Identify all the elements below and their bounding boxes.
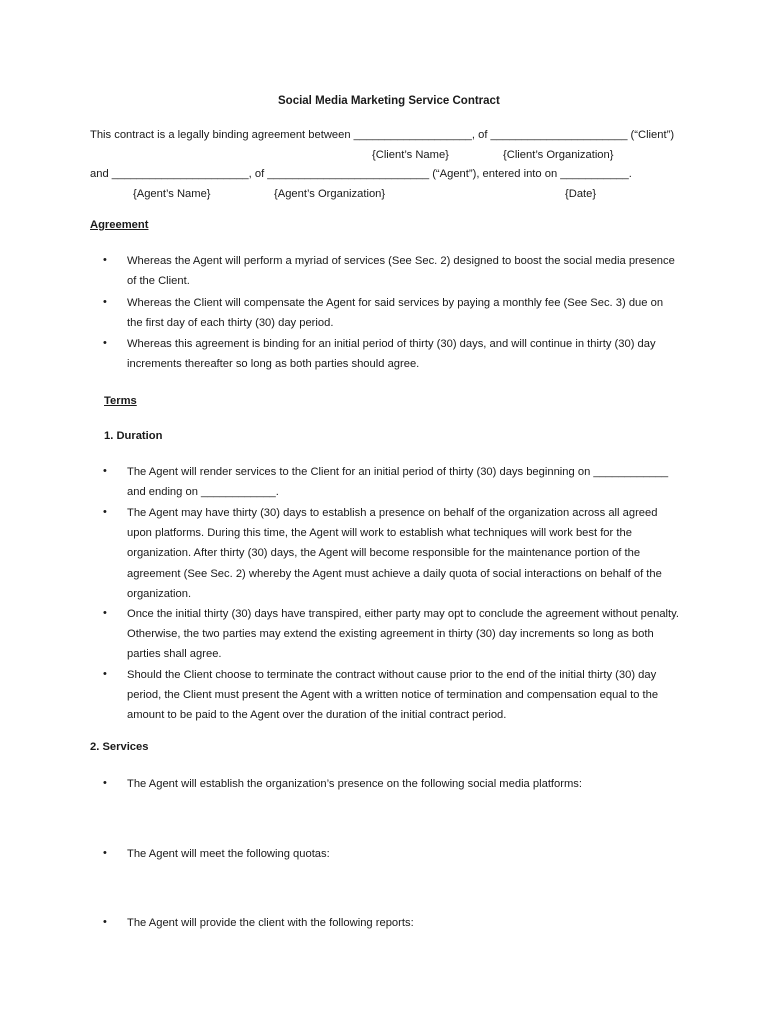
duration-item: Should the Client choose to terminate the contract without cause prior to the end of the initial thirty (30) day period, the Client must present the Agent with a written notice of termination and compensation equal to the amount to be paid to the Agent over the duration of the initial contract period.	[127, 669, 659, 722]
bullet-icon: •	[103, 916, 107, 928]
agreement-heading: Agreement	[90, 219, 149, 231]
parties-line-2: and ______________________, of __________________________ (“Agent”), entered into on ___________.	[90, 168, 632, 180]
client-name-label: {Client’s Name}	[372, 149, 449, 161]
bullet-icon: •	[103, 296, 107, 308]
duration-heading: 1. Duration	[104, 430, 163, 442]
agreement-item: Whereas the Agent will perform a myriad of services (See Sec. 2) designed to boost the social media presence of the Client.	[127, 255, 675, 288]
client-organization-label: {Client’s Organization}	[503, 149, 614, 161]
services-item: The Agent will provide the client with the following reports:	[127, 917, 414, 929]
duration-item: The Agent will render services to the Client for an initial period of thirty (30) days beginning on ____________ and ending on ____________.	[127, 466, 669, 499]
bullet-icon: •	[103, 847, 107, 859]
agent-organization-label: {Agent’s Organization}	[274, 188, 386, 200]
page-title: Social Media Marketing Service Contract	[278, 95, 500, 107]
duration-item: The Agent may have thirty (30) days to establish a presence on behalf of the organization across all agreed upon platforms. During this time, the Agent will work to establish what techniques will work best for the organization. After thirty (30) days, the Agent will become responsible for the maintenance portion of the agreement (See Sec. 2) whereby the Agent must achieve a daily quota of social interactions on behalf of the organization.	[127, 507, 662, 600]
duration-item: Once the initial thirty (30) days have transpired, either party may opt to conclude the agreement without penalty. Otherwise, the two parties may extend the existing agreement in thirty (30) day increments so long as both parties shall agree.	[127, 608, 680, 661]
services-item: The Agent will establish the organization’s presence on the following social media platforms:	[127, 778, 583, 790]
bullet-icon: •	[103, 668, 107, 680]
bullet-icon: •	[103, 777, 107, 789]
services-heading: 2. Services	[90, 741, 149, 753]
services-item: The Agent will meet the following quotas:	[127, 848, 330, 860]
bullet-icon: •	[103, 506, 107, 518]
bullet-icon: •	[103, 607, 107, 619]
bullet-icon: •	[103, 254, 107, 266]
bullet-icon: •	[103, 465, 107, 477]
bullet-icon: •	[103, 337, 107, 349]
agreement-item: Whereas the Client will compensate the Agent for said services by paying a monthly fee (See Sec. 3) due on the first day of each thirty (30) day period.	[127, 297, 664, 330]
agreement-item: Whereas this agreement is binding for an initial period of thirty (30) days, and will continue in thirty (30) day increments thereafter so long as both parties should agree.	[127, 338, 656, 371]
parties-line-1: This contract is a legally binding agreement between ___________________, of ______________________ (“Client”)	[90, 129, 675, 141]
agent-name-label: {Agent’s Name}	[133, 188, 211, 200]
terms-heading: Terms	[104, 395, 137, 407]
date-label: {Date}	[565, 188, 597, 200]
